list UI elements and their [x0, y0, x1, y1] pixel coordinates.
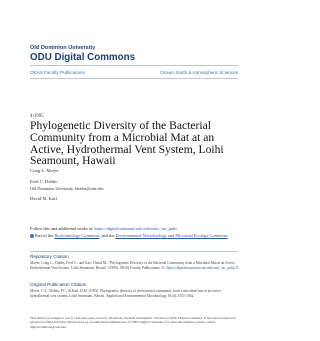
article-title: Phylogenetic Diversity of the Bacterial Community from a Microbial Mat at an Active, Hydrothermal Vent System, Loihi Seamount, Hawaii [30, 119, 224, 168]
access-statement: This Article is brought to you for free and open access by the Ocean, Earth & Atmospheric Sciences at ODU Digital Commons. It has been accepted for inclusion in OEAS Faculty Publications by an authorized administrator of ODU Digital Commons. For more information, please contact digitalcommons@odu.edu. [30, 316, 237, 329]
repository-citation-text [30, 261, 240, 270]
part-of-line [30, 233, 240, 239]
part-prefix: Part of the [35, 233, 55, 238]
follow-line [30, 226, 240, 232]
commons-network-icon [30, 234, 34, 238]
collection-link[interactable]: https://digitalcommons.odu.edu/oeas_fac_pubs [94, 226, 178, 231]
repository-citation-body: Moyer, Craig L.; Dobbs, Fred C.; and Karl, David M., "Phylogenetic Diversity of the Bacterial Community from a Microbial Mat at an Active, Hydrothermal Vent System, Loihi Seamount, Hawaii" (1995). OEAS Faculty Publications. 11. [30, 261, 236, 270]
publication-date: 4-1995 [30, 114, 44, 119]
original-citation-heading: Original Publication Citation [30, 282, 87, 287]
university-name: Old Dominion University [30, 45, 96, 51]
repository-name[interactable]: ODU Digital Commons [30, 52, 136, 63]
repository-citation-link[interactable]: https://digitalcommons.odu.edu/oeas_fac_pubs/11 [166, 265, 239, 270]
author-name: Fred C. Dobbs [30, 179, 57, 184]
biotechnology-commons-link[interactable]: Biotechnology Commons [54, 233, 100, 238]
author-name: Craig L. Moyer [30, 168, 59, 173]
repository-citation-heading: Repository Citation [30, 254, 69, 259]
series-link[interactable]: OEAS Faculty Publications [30, 70, 85, 75]
follow-prefix: Follow this and additional works at: [30, 226, 95, 231]
department-link[interactable]: Ocean, Earth & Atmospheric Sciences [160, 70, 238, 75]
citation-divider [30, 251, 238, 252]
nav-divider [30, 78, 238, 79]
author-affiliation: Old Dominion University, fdobbs@odu.edu [30, 186, 104, 191]
environmental-microbiology-commons-link[interactable]: Environmental Microbiology and Microbial Ecology Commons [115, 233, 228, 238]
header-divider [30, 65, 238, 66]
original-citation-text: Moyer, C.L., Dobbs, F.C., & Karl, D.M. (1995). Phylogenetic diversity of the bacterial community from a microbial mat at an active, hydrothermal vent system, Loihi Seamount, Hawaii. Applied and Environmental Microbiology, 61(4), 1555-1562. [30, 289, 222, 298]
part-middle: , and the [99, 233, 116, 238]
author-name: David M. Karl [30, 196, 57, 201]
